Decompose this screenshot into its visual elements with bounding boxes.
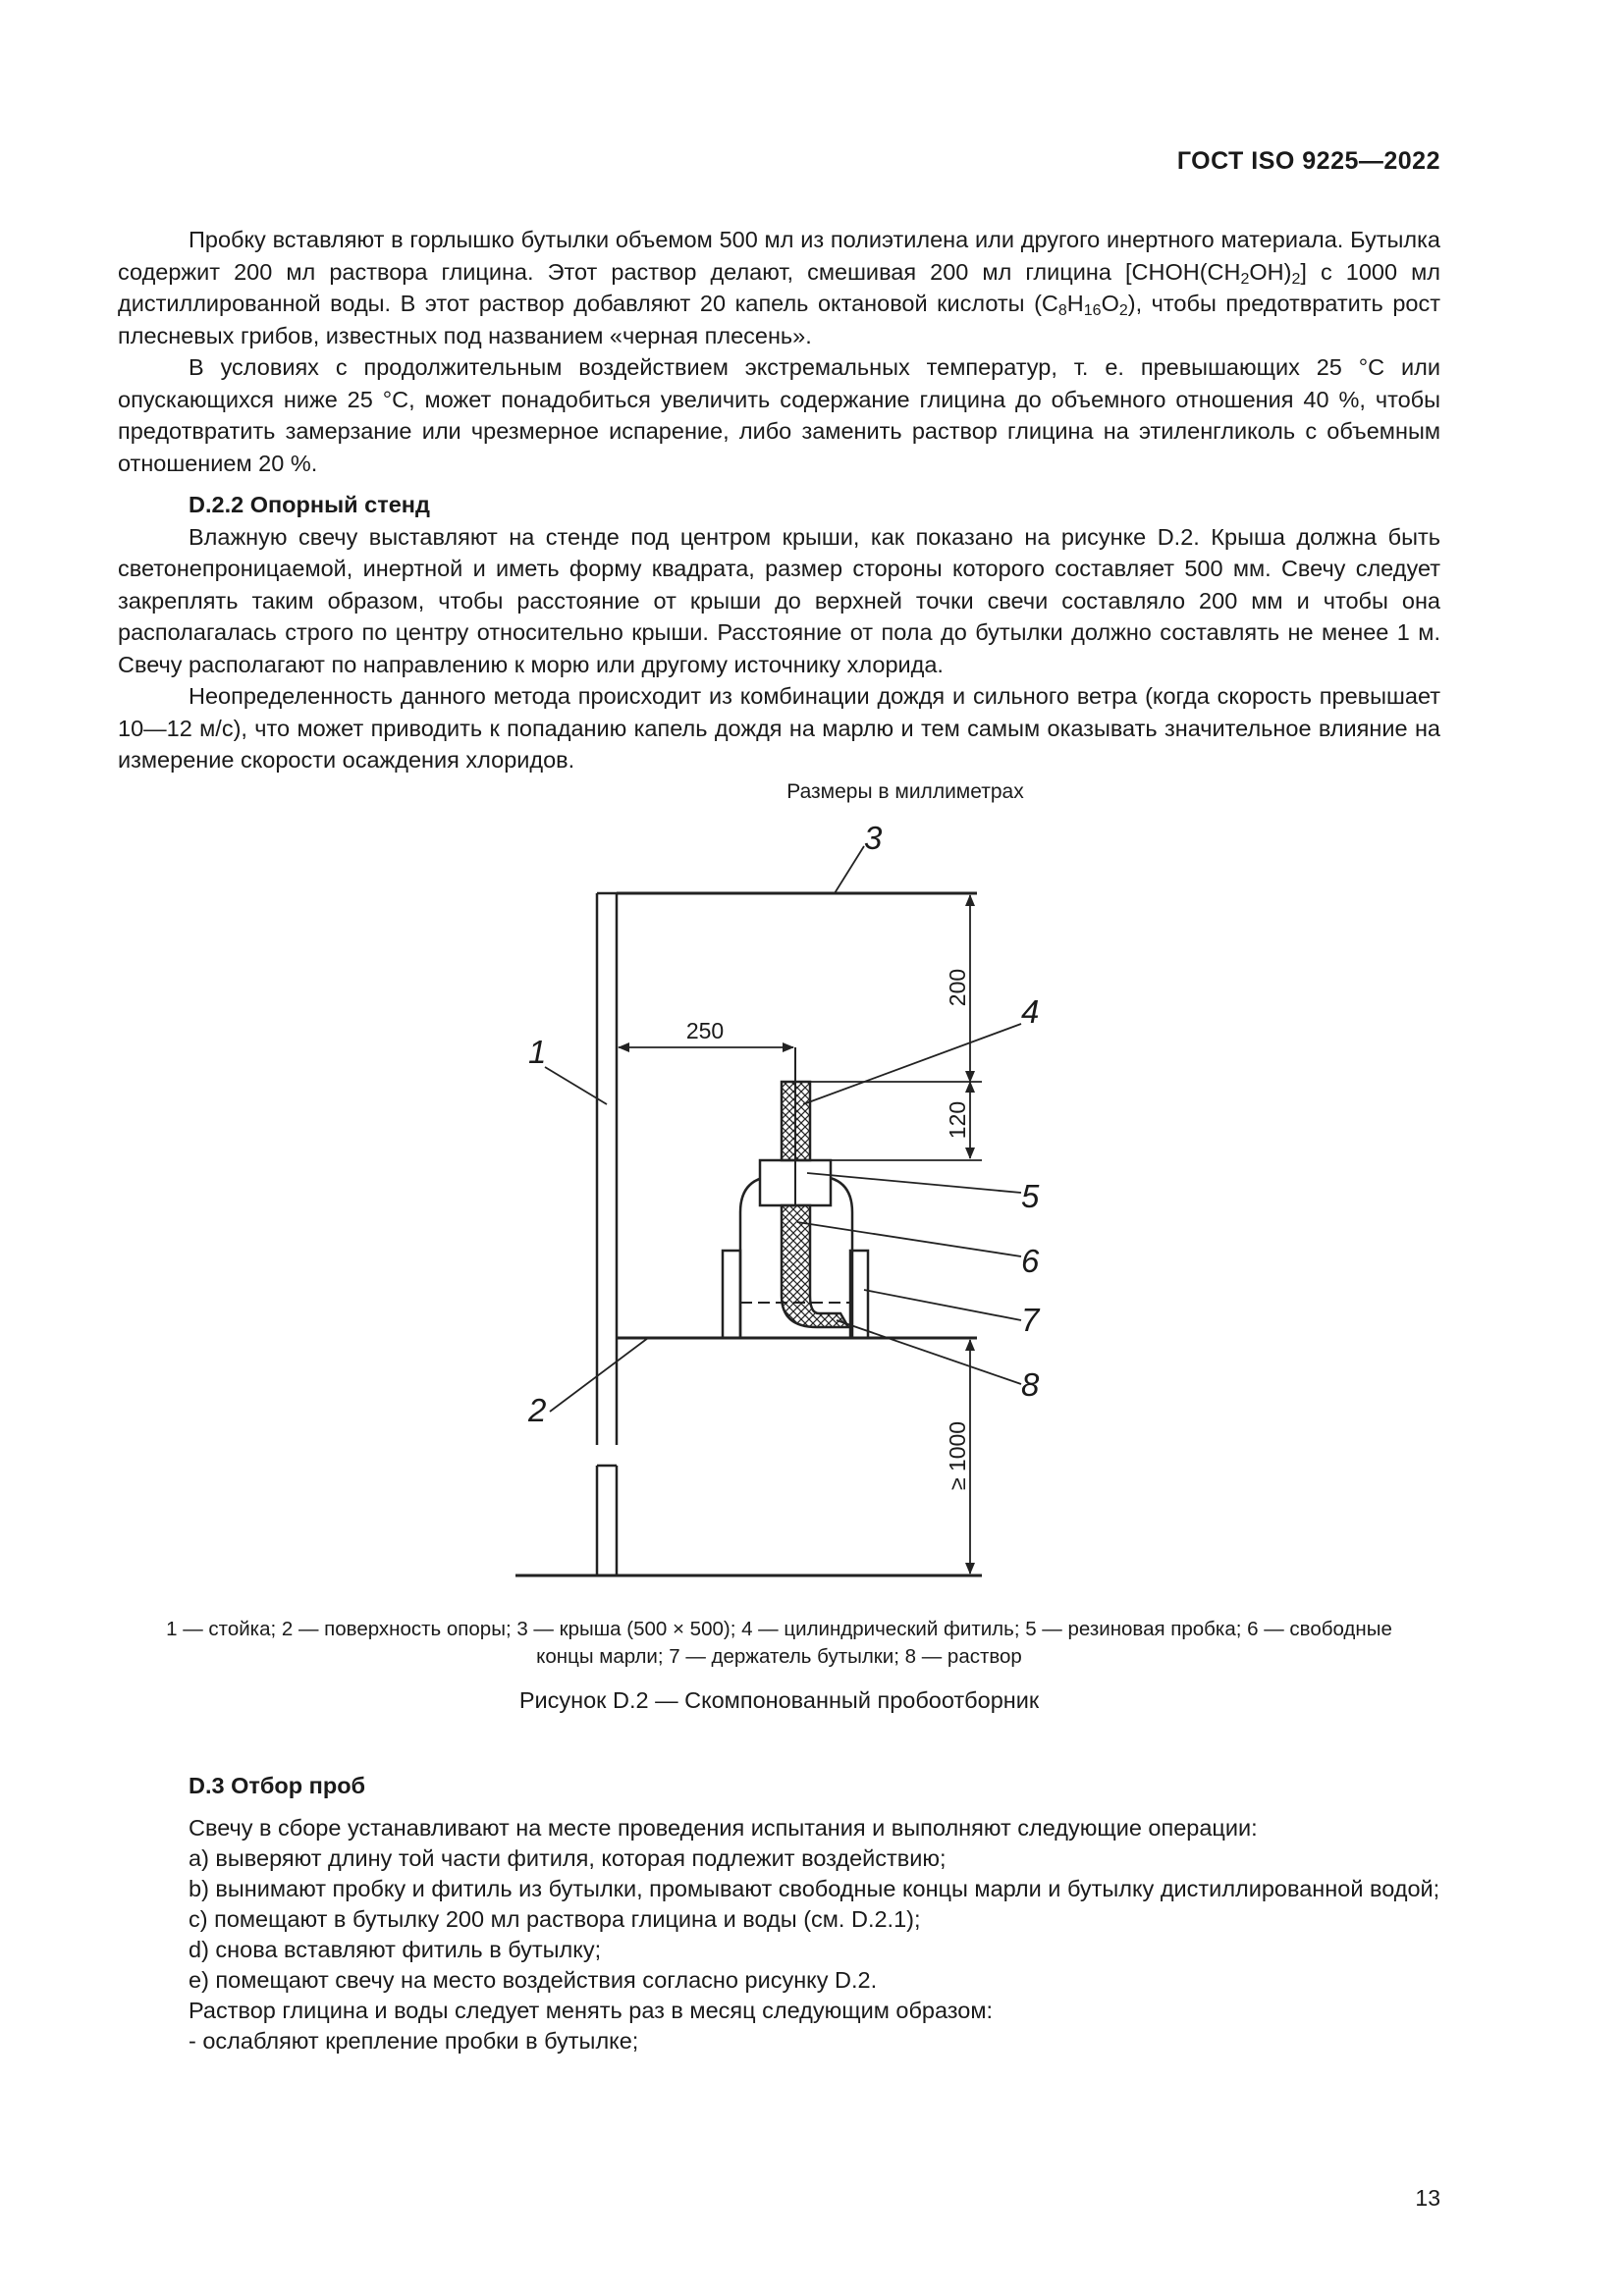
figure-legend-line-1: 1 — стойка; 2 — поверхность опоры; 3 — крыша (500 × 500); 4 — цилиндрический фитиль; 5 — резиновая пробка; 6 — свободные [166,1618,1392,1640]
section-heading-d22: D.2.2 Опорный стенд [189,492,430,517]
leader-4 [803,1024,1021,1104]
leader-3 [835,846,864,893]
page-number: 13 [1415,2185,1440,2211]
leader-8 [837,1320,1021,1384]
post [597,893,617,1575]
d3-item-d: d) снова вставляют фитиль в бутылку; [189,1937,602,1962]
d3-dash-item: - ослабляют крепление пробки в бутылке; [189,2028,639,2054]
figure-legend-line-2: концы марли; 7 — держатель бутылки; 8 — раствор [536,1645,1022,1668]
leader-6 [797,1222,1021,1256]
intro-paragraph-1: Пробку вставляют в горлышко бутылки объемом 500 мл из полиэтилена или другого инертного материала. Бутылка содержит 200 мл раствора глицина. Этот раствор делают, смешивая 200 мл глицина $[CHOH(CH_2OH)_2]$ с 1000 мл дистиллированной воды. В этот раствор добавляют 20 капель октановой кислоты $(C_8H_{16}O_2)$, чтобы предотвратить рост плесневых грибов, известных под названием «черная плесень». [118,227,1440,348]
label-1: 1 [528,1034,547,1070]
gauze-free-ends [782,1205,848,1327]
figure-units-note: Размеры в миллиметрах [786,780,1024,803]
d3-item-c: c) помещают в бутылку 200 мл раствора глицина и воды (см. D.2.1); [189,1906,921,1932]
figure-legend [118,1616,1440,1671]
d3-intro: Свечу в сборе устанавливают на месте проведения испытания и выполняют следующие операции: [189,1815,1258,1841]
label-6: 6 [1021,1243,1040,1279]
figure-title: Рисунок D.2 — Скомпонованный пробоотборник [518,1687,1040,1713]
d3-item-a: a) выверяют длину той части фитиля, которая подлежит воздействию; [189,1845,947,1871]
section-heading-d3: D.3 Отбор проб [189,1773,366,1798]
dim-250: 250 [685,1018,725,1043]
label-2: 2 [528,1392,547,1428]
leader-2 [550,1338,648,1412]
document-header: ГОСТ ISO 9225—2022 [1176,147,1440,175]
label-7: 7 [1021,1302,1040,1338]
label-3: 3 [864,820,883,856]
intro-paragraph-2: В условиях с продолжительным воздействием экстремальных температур, т. е. превышающих 25 °C или опускающихся ниже 25 °C, может понадобиться увеличить содержание глицина до объемного отношения 40 %, чтобы предотвратить замерзание или чрезмерное испарение, либо заменить раствор глицина на этиленгликоль с объемным отношением 20 %. [118,354,1440,476]
d22-paragraph-1: Влажную свечу выставляют на стенде под центром крыши, как показано на рисунке D.2. Крыша должна быть светонепроницаемой, инертной и иметь форму квадрата, размер стороны которого составляет 500 мм. Свечу следует закреплять таким образом, чтобы расстояние от крыши до верхней точки свечи составляло 200 мм и чтобы она располагалась строго по центру относительно крыши. Расстояние от пола до бутылки должно составлять не менее 1 м. Свечу располагают по направлению к морю или другому источнику хлорида. [118,523,1440,677]
section-d3 [118,1771,1440,2056]
label-8: 8 [1021,1366,1040,1403]
dim-1000: ≥ 1000 [945,1420,970,1491]
d3-paragraph-after: Раствор глицина и воды следует менять раз в месяц следующим образом: [189,1998,994,2023]
d3-item-e: e) помещают свечу на место воздействия согласно рисунку D.2. [189,1967,878,1993]
d22-paragraph-2: Неопределенность данного метода происходит из комбинации дождя и сильного ветра (когда скорость превышает 10—12 м/с), что может приводить к попаданию капель дождя на марлю и тем самым оказывать значительное влияние на измерение скорости осаждения хлоридов. [118,683,1440,773]
cylindrical-wick [782,1082,810,1160]
leader-7 [864,1290,1021,1320]
dim-200: 200 [945,968,970,1007]
label-5: 5 [1021,1178,1040,1214]
label-4: 4 [1021,993,1040,1030]
d3-item-b: b) вынимают пробку и фитиль из бутылки, промывают свободные концы марли и бутылку дистиллированной водой; [189,1876,1440,1901]
dim-120: 120 [945,1100,970,1140]
